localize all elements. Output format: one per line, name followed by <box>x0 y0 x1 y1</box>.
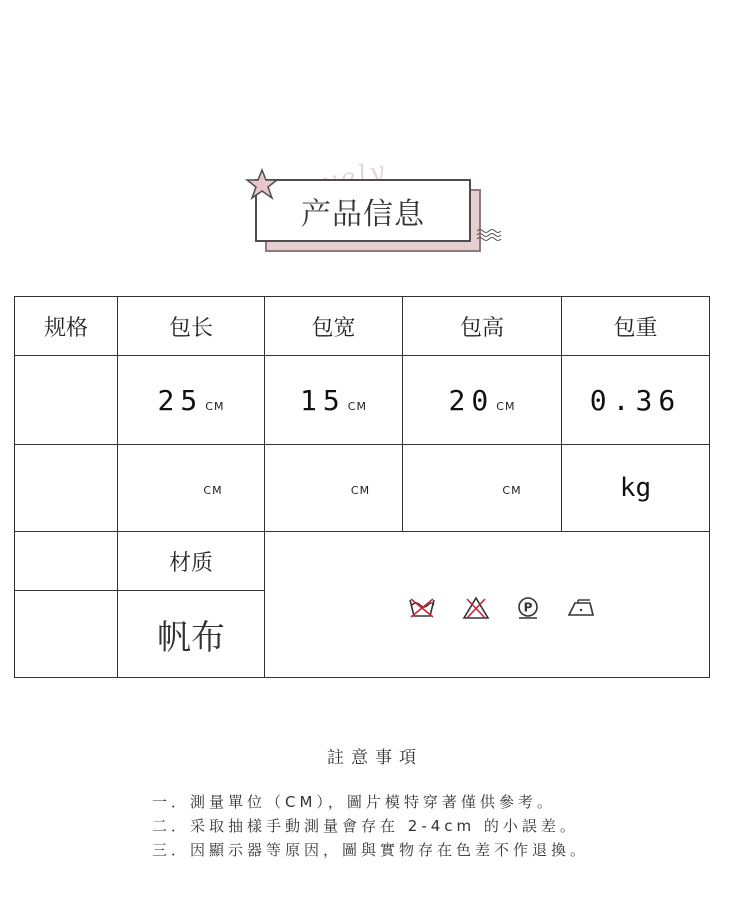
iron-icon <box>566 597 596 619</box>
spec-cell-empty <box>15 356 118 445</box>
note-item: 一．測量單位（CM），圖片模特穿著僅供參考。 <box>152 793 556 811</box>
care-icons <box>295 596 709 620</box>
spec-cell-empty <box>15 591 118 678</box>
length-cell-2 <box>118 445 265 532</box>
width-unit: CM <box>347 399 367 413</box>
width-unit-2: CM <box>350 483 371 497</box>
spec-cell-empty <box>15 445 118 532</box>
width-cell-2 <box>265 445 403 532</box>
height-cell <box>403 356 562 445</box>
table-header-row <box>15 297 710 356</box>
dry-clean-p-icon <box>516 596 540 620</box>
weight-cell <box>562 356 710 445</box>
weight-unit: kg <box>619 473 652 503</box>
svg-text:P: P <box>523 600 533 614</box>
note-item: 二．采取抽樣手動測量會存在 2-4cm 的小誤差。 <box>152 817 579 835</box>
material-label: 材质 <box>118 532 265 591</box>
table-row <box>15 532 710 591</box>
height-unit-2: CM <box>502 483 522 497</box>
header-length: 包长 <box>118 297 265 356</box>
header-width: 包宽 <box>265 297 403 356</box>
spec-table <box>14 296 710 678</box>
note-item: 三．因顯示器等原因，圖與實物存在色差不作退換。 <box>152 841 590 859</box>
title-badge <box>244 168 514 268</box>
height-value: 20 <box>448 383 495 417</box>
no-wash-icon <box>408 596 436 620</box>
star-icon <box>244 168 280 202</box>
notes-list <box>152 790 589 862</box>
title-box <box>255 179 471 242</box>
care-icons-cell <box>265 532 710 678</box>
header-spec: 规格 <box>15 297 118 356</box>
material-value: 帆布 <box>118 591 265 678</box>
table-row <box>15 356 710 445</box>
length-unit: CM <box>205 399 225 413</box>
weight-value: 0.36 <box>589 383 682 417</box>
height-unit: CM <box>496 399 516 413</box>
height-cell-2 <box>403 445 562 532</box>
weight-unit-cell <box>562 445 710 532</box>
header-weight: 包重 <box>562 297 710 356</box>
no-bleach-icon <box>462 596 490 620</box>
width-value: 15 <box>300 383 346 417</box>
length-unit-2: CM <box>203 483 223 497</box>
table-row <box>15 445 710 532</box>
length-value: 25 <box>157 383 204 417</box>
width-cell <box>265 356 403 445</box>
wave-lines-icon <box>476 228 504 242</box>
header-height: 包高 <box>403 297 562 356</box>
length-cell <box>118 356 265 445</box>
page-title: 产品信息 <box>301 196 425 232</box>
notes-title: 註意事項 <box>327 748 423 768</box>
spec-cell-empty <box>15 532 118 591</box>
